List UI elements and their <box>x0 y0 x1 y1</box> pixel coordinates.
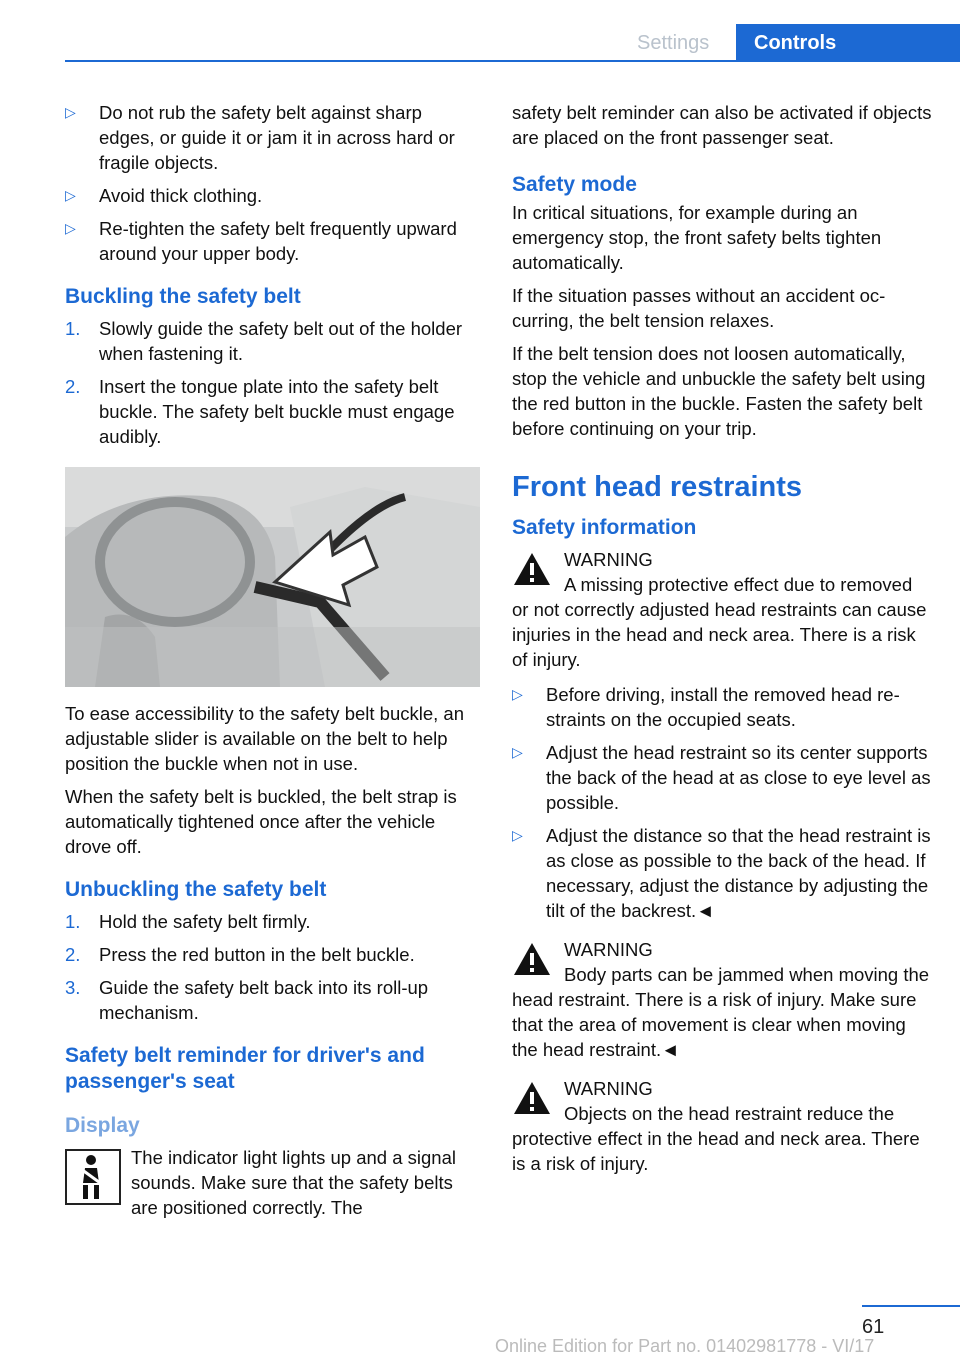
header-chapter-controls: Controls <box>736 24 960 62</box>
warning-label: WARNING <box>564 549 653 570</box>
bullet-icon: ▷ <box>65 220 76 236</box>
unbuckling-heading: Unbuckling the safety belt <box>65 878 327 901</box>
warning-label: WARNING <box>564 1078 653 1099</box>
list-item: ▷ Re-tighten the safety belt frequently upward around your upper body. <box>65 218 457 264</box>
warning-text: Body parts can be jammed when moving the head restraint. There is a risk of injury. Make sure that the area of movement is clear when moving the head restraint.◄ <box>512 964 930 1060</box>
safety-mode-p1: In critical situations, for example during an emergency stop, the front safety belts tighten automatically. <box>512 202 882 273</box>
warning-triangle-icon <box>512 551 552 587</box>
list-item: ▷ Avoid thick clothing. <box>65 185 263 206</box>
list-item: 1. Hold the safety belt firmly. <box>65 911 311 932</box>
list-item: ▷ Adjust the distance so that the head restraint is as close as possible to the back of the head. If necessary, adjust the distance by adjusting the tilt of the backrest.◄ <box>512 825 931 921</box>
list-item: 2. Insert the tongue plate into the safety belt buckle. The safety belt buckle must engage audibly. <box>65 376 455 447</box>
page-header <box>0 24 960 62</box>
front-head-restraints-heading: Front head restraints <box>512 471 803 503</box>
tightening-paragraph: When the safety belt is buckled, the belt strap is automatically tightened once after the vehicle drove off. <box>65 786 457 857</box>
warning-block <box>512 547 932 672</box>
display-text: The indicator light lights up and a signal sounds. Make sure that the safety belts are positioned correctly. The <box>131 1147 456 1218</box>
bullet-icon: ▷ <box>65 187 76 203</box>
footer-rule <box>862 1305 960 1307</box>
list-item: ▷ Before driving, install the removed head restraints on the occupied seats. <box>512 684 900 730</box>
safety-mode-p3: If the belt tension does not loosen automatically, stop the vehicle and unbuckle the safety belt using the red button in the buckle. Fasten the safety belt before continuing on your trip. <box>512 343 926 439</box>
page-number: 61 <box>862 1316 885 1338</box>
list-item: ▷ Do not rub the safety belt against sharp edges, or guide it or jam it in across hard or fragile objects. <box>65 102 455 173</box>
bullet-icon: ▷ <box>512 827 523 843</box>
seat-belt-buckle-photo <box>65 467 480 687</box>
list-item: 3. Guide the safety belt back into its roll-up mechanism. <box>65 977 429 1023</box>
warning-text: A missing protective effect due to removed or not correctly adjusted head restraints can cause injuries in the head and neck area. There is a risk of injury. <box>512 574 927 670</box>
warning-triangle-icon <box>512 1080 552 1116</box>
display-block <box>65 1145 480 1220</box>
warning-triangle-icon <box>512 941 552 977</box>
left-column <box>65 100 480 1228</box>
warning-block <box>512 937 932 1062</box>
header-section-settings: Settings <box>637 32 710 54</box>
bullet-icon: ▷ <box>512 686 523 702</box>
bullet-icon: ▷ <box>512 744 523 760</box>
buckling-heading: Buckling the safety belt <box>65 285 301 308</box>
slider-paragraph: To ease accessibility to the safety belt buckle, an adjustable slider is available on the belt to help position the buckle when not in use. <box>65 703 464 774</box>
display-heading: Display <box>65 1114 140 1137</box>
list-item: ▷ Adjust the head restraint so its center supports the back of the head at as close to eye level as possible. <box>512 742 931 813</box>
safety-information-heading: Safety information <box>512 516 697 539</box>
warning-text: Objects on the head restraint reduce the protective effect in the head and neck area. There is a risk of injury. <box>512 1103 920 1174</box>
edition-note: Online Edition for Part no. 01402981778 - VI/17 <box>495 1336 875 1356</box>
seat-belt-indicator-icon <box>65 1149 121 1205</box>
list-item: 2. Press the red button in the belt buckle. <box>65 944 415 965</box>
reminder-heading: Safety belt reminder for driver's and passenger's seat <box>65 1044 425 1093</box>
continued-text: safety belt reminder can also be activated if objects are placed on the front passenger seat. <box>512 102 932 148</box>
safety-mode-heading: Safety mode <box>512 173 637 196</box>
list-item: 1. Slowly guide the safety belt out of the holder when fastening it. <box>65 318 463 364</box>
warning-label: WARNING <box>564 939 653 960</box>
warning-block <box>512 1076 932 1176</box>
bullet-icon: ▷ <box>65 104 76 120</box>
header-rule <box>65 60 736 62</box>
right-column <box>512 100 932 1186</box>
safety-mode-p2: If the situation passes without an accident occurring, the belt tension relaxes. <box>512 285 886 331</box>
